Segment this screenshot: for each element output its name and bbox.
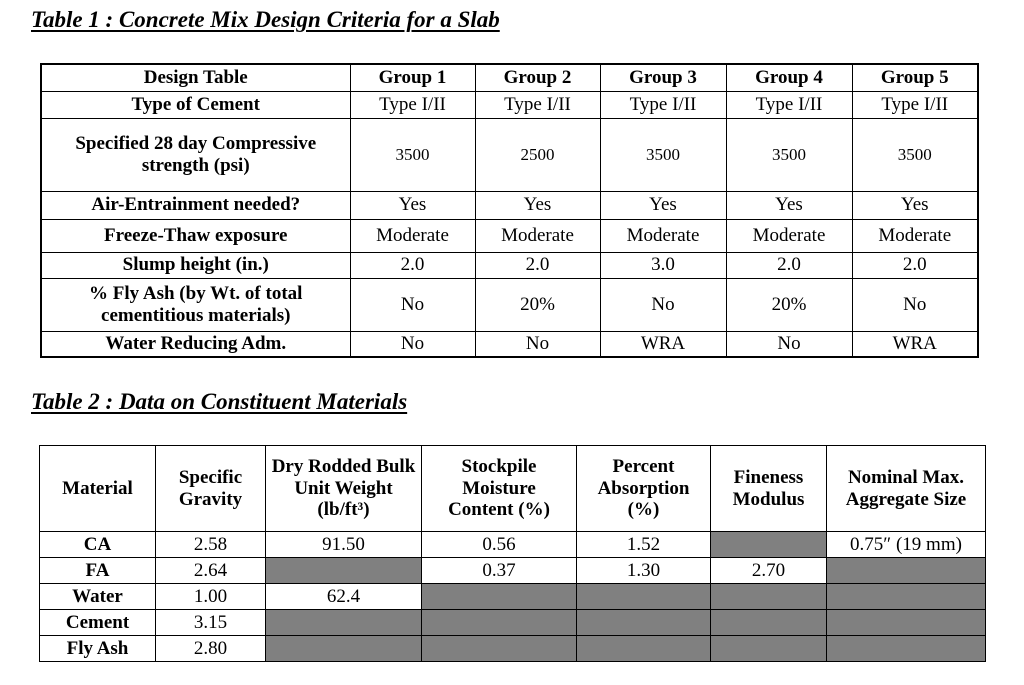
table1-row-label: Slump height (in.) xyxy=(41,252,350,278)
table1-cell: Moderate xyxy=(350,219,475,252)
table1-row xyxy=(41,91,978,118)
table1-cell: 3500 xyxy=(600,118,726,191)
table2-empty-cell xyxy=(577,584,711,610)
table1-row-label: Specified 28 day Compressive strength (psi) xyxy=(41,118,350,191)
table2-cell: 2.64 xyxy=(156,558,266,584)
table2-empty-cell xyxy=(577,636,711,662)
table1-cell: 2.0 xyxy=(350,252,475,278)
table2-empty-cell xyxy=(266,610,422,636)
table1-cell: Yes xyxy=(475,191,600,219)
table2-cell: 2.70 xyxy=(711,558,827,584)
constituent-materials-table xyxy=(39,445,986,662)
table2-row xyxy=(40,558,986,584)
table1-cell: No xyxy=(600,278,726,331)
table2-cell: 62.4 xyxy=(266,584,422,610)
table2-empty-cell xyxy=(711,584,827,610)
table1-row xyxy=(41,331,978,357)
table1-cell: Type I/II xyxy=(350,91,475,118)
table1-cell: Type I/II xyxy=(600,91,726,118)
table2-cell: 0.56 xyxy=(422,532,577,558)
table1-cell: Moderate xyxy=(600,219,726,252)
table2-header-cell: Percent Absorption (%) xyxy=(577,446,711,532)
table2-material-cell: FA xyxy=(40,558,156,584)
table2-header-cell: Dry Rodded Bulk Unit Weight (lb/ft³) xyxy=(266,446,422,532)
table2-empty-cell xyxy=(711,610,827,636)
table2-cell: 2.58 xyxy=(156,532,266,558)
table2-header-cell: Nominal Max. Aggregate Size xyxy=(827,446,986,532)
table1-header-row xyxy=(41,64,978,91)
table2-empty-cell xyxy=(266,636,422,662)
table1-cell: 20% xyxy=(726,278,852,331)
table1-cell: No xyxy=(350,278,475,331)
table2-empty-cell xyxy=(827,558,986,584)
table2-cell: 0.37 xyxy=(422,558,577,584)
table1-header-cell: Group 5 xyxy=(852,64,978,91)
table1-row xyxy=(41,252,978,278)
table1-cell: No xyxy=(350,331,475,357)
table1-cell: Moderate xyxy=(852,219,978,252)
table1-row-label: % Fly Ash (by Wt. of total cementitious materials) xyxy=(41,278,350,331)
table2-empty-cell xyxy=(711,636,827,662)
table1-header-cell: Design Table xyxy=(41,64,350,91)
table1-row xyxy=(41,278,978,331)
table1-cell: No xyxy=(852,278,978,331)
table1-cell: 3500 xyxy=(852,118,978,191)
table1-cell: Type I/II xyxy=(475,91,600,118)
table1-cell: WRA xyxy=(600,331,726,357)
table2-header-cell: Material xyxy=(40,446,156,532)
table2-empty-cell xyxy=(827,584,986,610)
table1-row xyxy=(41,118,978,191)
table1-cell: No xyxy=(475,331,600,357)
table1-row-label: Type of Cement xyxy=(41,91,350,118)
table1-header-cell: Group 1 xyxy=(350,64,475,91)
table2-empty-cell xyxy=(422,584,577,610)
mix-design-criteria-table xyxy=(40,63,979,358)
table1-row-label: Water Reducing Adm. xyxy=(41,331,350,357)
table2-title: Table 2 : Data on Constituent Materials xyxy=(31,389,408,414)
table2-empty-cell xyxy=(422,636,577,662)
table1-cell: 20% xyxy=(475,278,600,331)
table2-empty-cell xyxy=(422,610,577,636)
table1-cell: WRA xyxy=(852,331,978,357)
table2-material-cell: CA xyxy=(40,532,156,558)
table2-cell: 0.75″ (19 mm) xyxy=(827,532,986,558)
table2-header-cell: Stockpile Moisture Content (%) xyxy=(422,446,577,532)
table1-cell: 2.0 xyxy=(852,252,978,278)
table1-cell: No xyxy=(726,331,852,357)
table2-cell: 91.50 xyxy=(266,532,422,558)
table2-empty-cell xyxy=(827,610,986,636)
table2-header-cell: Specific Gravity xyxy=(156,446,266,532)
table2-row xyxy=(40,610,986,636)
table2-row xyxy=(40,532,986,558)
table2-row xyxy=(40,636,986,662)
table2-cell: 1.30 xyxy=(577,558,711,584)
table2-header-row xyxy=(40,446,986,532)
table2-empty-cell xyxy=(266,558,422,584)
table1-cell: Yes xyxy=(600,191,726,219)
table1-cell: 2500 xyxy=(475,118,600,191)
table1-cell: 2.0 xyxy=(475,252,600,278)
table1-cell: 3500 xyxy=(350,118,475,191)
table2-cell: 1.52 xyxy=(577,532,711,558)
table2-empty-cell xyxy=(711,532,827,558)
table1-cell: Moderate xyxy=(726,219,852,252)
table1-cell: 3.0 xyxy=(600,252,726,278)
table1-header-cell: Group 4 xyxy=(726,64,852,91)
table1-cell: 2.0 xyxy=(726,252,852,278)
table1-header-cell: Group 2 xyxy=(475,64,600,91)
table2-cell: 3.15 xyxy=(156,610,266,636)
table1-cell: Moderate xyxy=(475,219,600,252)
table2-empty-cell xyxy=(577,610,711,636)
table2-cell: 1.00 xyxy=(156,584,266,610)
table1-cell: Yes xyxy=(852,191,978,219)
table2-row xyxy=(40,584,986,610)
table1-row-label: Freeze-Thaw exposure xyxy=(41,219,350,252)
table1-row xyxy=(41,219,978,252)
table1-cell: Type I/II xyxy=(726,91,852,118)
table1-cell: Yes xyxy=(350,191,475,219)
table2-material-cell: Water xyxy=(40,584,156,610)
table2-material-cell: Fly Ash xyxy=(40,636,156,662)
table2-cell: 2.80 xyxy=(156,636,266,662)
table2-header-cell: Fineness Modulus xyxy=(711,446,827,532)
table1-cell: 3500 xyxy=(726,118,852,191)
table1-row-label: Air-Entrainment needed? xyxy=(41,191,350,219)
table1-title: Table 1 : Concrete Mix Design Criteria for a Slab xyxy=(31,7,500,32)
table2-material-cell: Cement xyxy=(40,610,156,636)
table2-empty-cell xyxy=(827,636,986,662)
table1-cell: Type I/II xyxy=(852,91,978,118)
table1-row xyxy=(41,191,978,219)
table1-cell: Yes xyxy=(726,191,852,219)
table1-header-cell: Group 3 xyxy=(600,64,726,91)
